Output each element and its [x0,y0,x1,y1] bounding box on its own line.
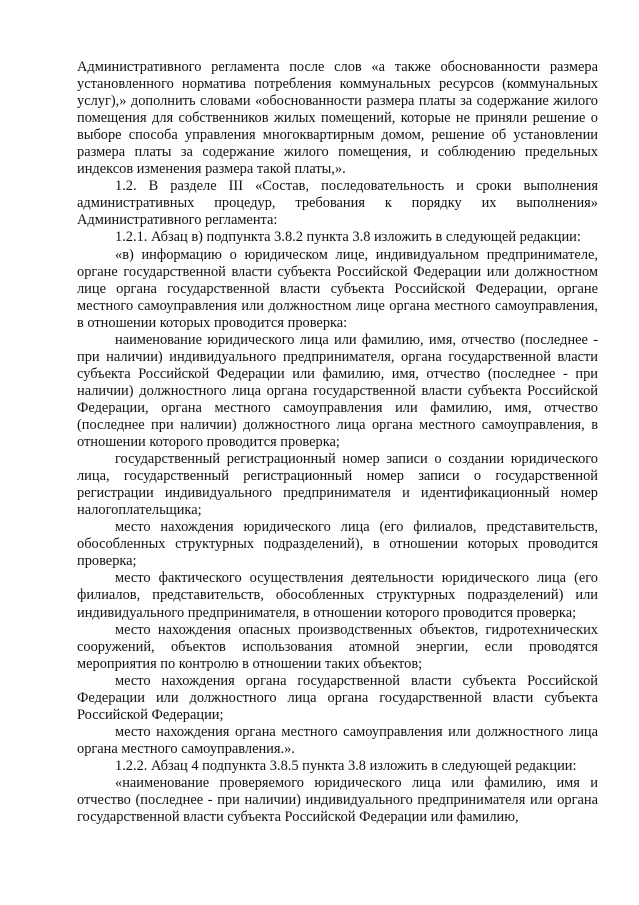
paragraph-state-authority-location: место нахождения органа государственной власти субъекта Российской Федерации или должностного лица органа государственной власти субъекта Российской Федерации; [77,672,598,723]
paragraph-actual-activity-location: место фактического осуществления деятельности юридического лица (его филиалов, представительств, обособленных структурных подразделений) или индивидуального предпринимателя, в отношении которого проводится проверка; [77,570,598,621]
paragraph-continuation-regulation-amendment: Административного регламента после слов «а также обоснованности размера установленного норматива потребления коммунальных ресурсов (коммунальных услуг),» дополнить словами «обоснованности размера платы за содержание жилого помещения для собственников жилых помещений, которые не приняли решение о выборе способа управления многоквартирным домом, решение об установлении размера платы за содержание жилого помещения, и соблюдению предельных индексов изменения размера такой платы,». [77,59,598,178]
paragraph-registration-number: государственный регистрационный номер записи о создании юридического лица, государственный регистрационный номер записи о государственной регистрации индивидуального предпринимателя и идентификационный номер налогоплательщика; [77,451,598,519]
paragraph-item-1-2-1: 1.2.1. Абзац в) подпункта 3.8.2 пункта 3.8 изложить в следующей редакции: [115,229,581,246]
paragraph-local-government-location: место нахождения органа местного самоуправления или должностного лица органа местного самоуправления.». [77,723,598,757]
paragraph-section-3-intro: 1.2. В разделе III «Состав, последовательность и сроки выполнения административных процедур, требования к порядку их выполнения» Административного регламента: [77,178,598,229]
paragraph-item-1-2-2: 1.2.2. Абзац 4 подпункта 3.8.5 пункта 3.8 изложить в следующей редакции: [115,757,577,774]
paragraph-quoted-inspected-entity-name: «наименование проверяемого юридического лица или фамилию, имя и отчество (последнее - при наличии) индивидуального предпринимателя или органа государственной власти субъекта Российской Федерации или фамилию, [77,774,598,826]
paragraph-quoted-item-v: «в) информацию о юридическом лице, индивидуальном предпринимателе, органе государственной власти субъекта Российской Федерации или должностном лице органа государственной власти субъекта Российской Федерации, органе местного самоуправления или должностном лице органа местного самоуправления, в отношении которых проводится проверка: [77,246,598,331]
paragraph-name-of-entity: наименование юридического лица или фамилию, имя, отчество (последнее - при наличии) индивидуального предпринимателя, органа государственной власти субъекта Российской Федерации или фамилию, имя, отчество (последнее - при наличии) должностного лица органа государственной власти субъекта Российской Федерации, органа местного самоуправления или фамилию, имя, отчество (последнее при наличии) должностного лица органа местного самоуправления, в отношении которого проводится проверка; [77,331,598,451]
paragraph-entity-location: место нахождения юридического лица (его филиалов, представительств, обособленных структурных подразделений), в отношении которых проводится проверка; [77,519,598,570]
paragraph-hazardous-objects-location: место нахождения опасных производственных объектов, гидротехнических сооружений, объектов использования атомной энергии, если проводятся мероприятия по контролю в отношении таких объектов; [77,621,598,672]
document-page [77,59,598,826]
